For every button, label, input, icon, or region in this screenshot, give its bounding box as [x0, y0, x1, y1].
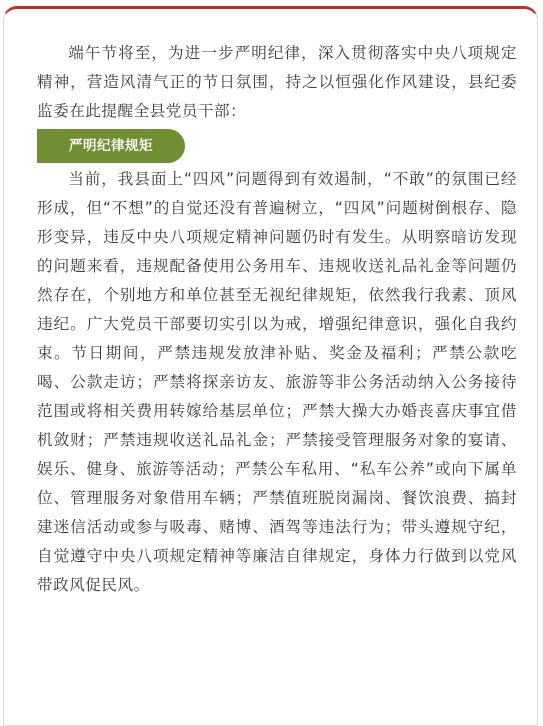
- section-badge: 严明纪律规矩: [37, 129, 185, 163]
- body-paragraph: 当前，我县面上“四风”问题得到有效遏制，“不敢”的氛围已经形成，但“不想”的自觉还没有普遍树立，“四风”问题树倒根存、隐形变异，违反中央八项规定精神问题仍时有发生。从明察暗访发现的问题来看，违规配备使用公务用车、违规收送礼品礼金等问题仍然存在，个别地方和单位甚至无视纪律规矩，依然我行我素、顶风违纪。广大党员干部要切实引以为戒，增强纪律意识，强化自我约束。节日期间，严禁违规发放津补贴、奖金及福利；严禁公款吃喝、公款走访；严禁将探亲访友、旅游等非公务活动纳入公务接待范围或将相关费用转嫁给基层单位；严禁大操大办婚丧喜庆事宜借机敛财；严禁违规收送礼品礼金；严禁接受管理服务对象的宴请、娱乐、健身、旅游等活动；严禁公车私用、“私车公养”或向下属单位、管理服务对象借用车辆；严禁值班脱岗漏岗、餐饮浪费、搞封建迷信活动或参与吸毒、赌博、酒驾等违法行为；带头遵规守纪，自觉遵守中央八项规定精神等廉洁自律规定，身体力行做到以党风带政风促民风。: [37, 170, 517, 594]
- intro-paragraph: 端午节将至，为进一步严明纪律，深入贯彻落实中央八项规定精神，营造风清气正的节日氛围，持之以恒强化作风建设，县纪委监委在此提醒全县党员干部：: [37, 44, 517, 120]
- article-card: [3, 6, 538, 726]
- article-content: [37, 39, 517, 600]
- section-header: [37, 129, 517, 165]
